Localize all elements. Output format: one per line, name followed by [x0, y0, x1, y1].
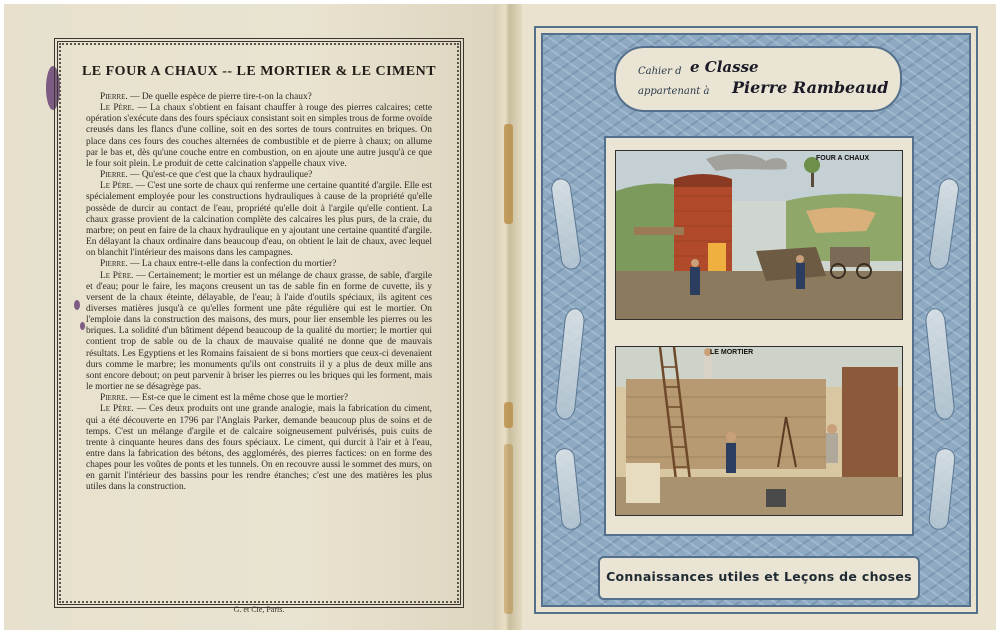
notebook-spread	[4, 4, 996, 630]
publisher-imprint: G. et Cie, Paris.	[233, 605, 285, 614]
illustration-panel	[604, 136, 914, 536]
paragraph	[86, 393, 432, 404]
speaker-label: Pierre.	[100, 170, 128, 181]
cover-page	[522, 4, 996, 630]
speaker-label: Pierre.	[100, 92, 128, 102]
paragraph-text: — C'est une sorte de chaux qui renferme une certaine quantité d'argile. Elle est spécialement employée pour les constructions hydrauliques à cause de la propriété qu'elle possède de durcir au contact de l'eau, propriété qu'elle doit à l'argile qu'elle contient. La chaux grasse provient de la calcination complète des calcaires les plus purs, de la craie, du marbre; on peut en faire de la chaux hydraulique en y ajoutant une certaine quantité d'argile. En délayant la chaux ordinaire dans beaucoup d'eau, on obtient le lait de chaux, avec lequel on blanchit l'intérieur des maisons dans les campagnes.	[86, 181, 433, 259]
handwritten-owner: Pierre Rambeaud	[732, 78, 889, 97]
paragraph-text: — La chaux entre-t-elle dans la confection du mortier?	[130, 259, 337, 270]
ornamental-cover-frame	[534, 26, 978, 614]
speaker-label: Le Père.	[100, 404, 134, 415]
handwritten-subject: e Classe	[690, 58, 759, 76]
leaf-ornament	[550, 177, 583, 271]
paragraph	[86, 404, 432, 493]
text-border-frame	[54, 38, 464, 608]
series-title: Connaissances utiles et Leçons de choses	[606, 569, 912, 584]
speaker-label: Le Père.	[100, 270, 134, 281]
left-page	[4, 4, 496, 630]
speaker-label: Pierre.	[100, 259, 128, 270]
page-title: LE FOUR A CHAUX -- LE MORTIER & LE CIMENT	[81, 64, 437, 79]
speaker-label: Pierre.	[100, 393, 128, 404]
paragraph-text: — Est-ce que le ciment est la même chose que le mortier?	[130, 393, 349, 404]
staple-rust	[504, 124, 513, 224]
paragraph-text: — La chaux s'obtient en faisant chauffer à rouge des pierres calcaires; cette opération s'exécute dans des fours spéciaux consistant soit en simples trous de forme ovoïde creusés dans les flancs d'une colline, soit en des sortes de tours contruites en briques. On place dans ces fours des couches alternées de combustible et de pierre à chaux; on allume par le bas et, dès qu'une couche entre en combustion, on en ajoute une autre jusqu'à ce que le four soit plein. Le produit de cette calcination s'appelle chaux vive.	[86, 103, 433, 169]
scene-label-mortar: LE MORTIER	[710, 349, 754, 356]
lime-kiln-image	[616, 151, 902, 319]
speaker-label: Le Père.	[100, 181, 134, 192]
paragraph-text: — Certainement; le mortier est un mélange de chaux grasse, de sable, d'argile et d'eau; pour le faire, les maçons creusent un tas de sable fin en forme de cuvette, ils y versent de la chaux éteinte, délayable, de l'eau; à l'aide d'outils spéciaux, ils agitent ces diverses matières jusqu'à ce qu'elles forment une pâte régulière qui est le mortier. On l'emploie dans la construction des maisons, des murs, pour lier ensemble les pierres ou les briques. La solidité d'un bâtiment dépend beaucoup de la qualité du mortier; le mortier qui contient trop de sable ou de la chaux de mauvaise qualité ne donne que de mauvais résultats. Les Egyptiens et les Romains faisaient de si bons mortiers que ceux-ci devenaient durs comme le marbre; les monuments qu'ils ont construits il y a plus de deux mille ans sont encore debout; on peut parvenir à briser les pierres ou les briques qui les forment, mais le mortier ne se désagrège pas.	[86, 270, 432, 393]
leaf-ornament	[554, 447, 582, 531]
series-title-banner	[598, 556, 920, 600]
staple-rust	[504, 444, 513, 614]
owner-label-cartouche	[614, 46, 902, 112]
paragraph-text: — Ces deux produits ont une grande analogie, mais la fabrication du ciment, qui a été découverte en 1796 par l'Anglais Parker, demande beaucoup plus de soins et de temps. C'est un mélange d'argile et de calcaire soigneusement pulvérisés, puis cuits de trente à cinquante heures dans des fours spéciaux. Le ciment, qui durcit à l'air et à l'eau, entre dans la fabrication des bétons, des agglomérés, des pierres factices: on en forme des chapes pour les voûtes de ponts et les tunnels. On en recouvre aussi le sommet des murs, on en garnit l'intérieur des bassins pour les rendre étanches; c'est une des matières les plus utiles dans la construction.	[86, 404, 433, 493]
mortar-illustration	[615, 346, 903, 516]
paragraph-text: — Qu'est-ce que c'est que la chaux hydraulique?	[130, 170, 313, 181]
leaf-ornament	[554, 307, 586, 420]
label-cahier: Cahier d	[638, 66, 682, 77]
mortar-image	[616, 347, 902, 515]
leaf-ornament	[924, 307, 956, 420]
paragraph	[86, 271, 432, 394]
paragraph	[86, 170, 432, 181]
leaf-ornament	[928, 177, 961, 271]
staple-rust	[504, 402, 513, 428]
leaf-ornament	[928, 447, 956, 531]
speaker-label: Le Père.	[100, 103, 135, 114]
paragraph	[86, 92, 432, 103]
paragraph-text: — De quelle espèce de pierre tire-t-on la chaux?	[130, 92, 312, 102]
dialogue-text	[86, 92, 432, 494]
paragraph	[86, 259, 432, 270]
scene-label-kiln: FOUR A CHAUX	[816, 155, 870, 162]
lime-kiln-illustration	[615, 150, 903, 320]
paragraph	[86, 181, 432, 259]
label-appartenant: appartenant à	[638, 86, 710, 97]
paragraph	[86, 103, 432, 170]
